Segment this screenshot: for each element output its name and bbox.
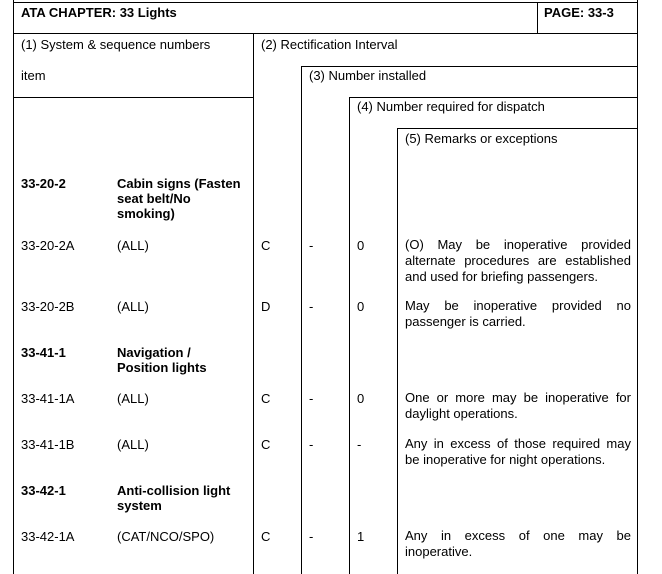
row-item: Navigation / Position lights	[117, 345, 207, 375]
table-top-border	[13, 2, 637, 3]
row-remarks: Any in excess of those required may be inoperative for night operations.	[405, 436, 631, 467]
row-item: Cabin signs (Fasten seat belt/No smoking)	[117, 176, 241, 221]
col5-header: (5) Remarks or exceptions	[405, 131, 558, 146]
row-interval: C	[261, 238, 271, 253]
row-interval: C	[261, 391, 271, 406]
row-id: 33-20-2	[21, 176, 66, 191]
row-item: (ALL)	[117, 391, 149, 406]
row-interval: C	[261, 437, 271, 452]
page-number: PAGE: 33-3	[544, 5, 614, 20]
row-id: 33-20-2B	[21, 299, 75, 314]
row-item: (ALL)	[117, 437, 149, 452]
col5-divider	[397, 128, 398, 574]
row-installed: -	[309, 391, 314, 406]
row-id: 33-20-2A	[21, 238, 75, 253]
header-divider	[13, 33, 637, 34]
col1-header: (1) System & sequence numbers	[21, 37, 211, 52]
row-id: 33-41-1B	[21, 437, 75, 452]
row-interval: D	[261, 299, 271, 314]
page-cell-divider	[537, 2, 538, 33]
col3-divider	[301, 66, 302, 574]
col3-header-top	[301, 66, 637, 67]
row-interval: C	[261, 529, 271, 544]
row-item: (CAT/NCO/SPO)	[117, 529, 215, 544]
col1-header-bottom	[13, 97, 253, 98]
chapter-title: ATA CHAPTER: 33 Lights	[21, 5, 177, 20]
table-left-border	[13, 0, 14, 574]
col4-divider	[349, 97, 350, 574]
row-remarks: Any in excess of one may be inoperative.	[405, 528, 631, 559]
col5-header-top	[397, 128, 637, 129]
row-installed: -	[309, 437, 314, 452]
col2-header: (2) Rectification Interval	[261, 37, 398, 52]
row-item: (ALL)	[117, 238, 149, 253]
col2-divider	[253, 33, 254, 574]
row-remarks: (O) May be inoperative provided alternate procedures are established and used for briefing passengers.	[405, 237, 631, 284]
row-remarks: One or more may be inoperative for daylight operations.	[405, 390, 631, 421]
row-required: 0	[357, 238, 365, 253]
row-id: 33-41-1A	[21, 391, 75, 406]
row-required: 0	[357, 391, 365, 406]
row-id: 33-42-1	[21, 483, 66, 498]
row-item: Anti-collision light system	[117, 483, 231, 513]
row-installed: -	[309, 299, 314, 314]
row-id: 33-42-1A	[21, 529, 75, 544]
row-installed: -	[309, 529, 314, 544]
row-id: 33-41-1	[21, 345, 66, 360]
col3-header: (3) Number installed	[309, 68, 427, 83]
row-required: -	[357, 437, 362, 452]
row-item: (ALL)	[117, 299, 149, 314]
col4-header: (4) Number required for dispatch	[357, 99, 545, 114]
row-remarks: May be inoperative provided no passenger is carried.	[405, 298, 631, 329]
col1-header-item: item	[21, 68, 46, 83]
row-required: 1	[357, 529, 365, 544]
row-installed: -	[309, 238, 314, 253]
table-right-border	[637, 0, 638, 574]
col4-header-top	[349, 97, 637, 98]
row-required: 0	[357, 299, 365, 314]
